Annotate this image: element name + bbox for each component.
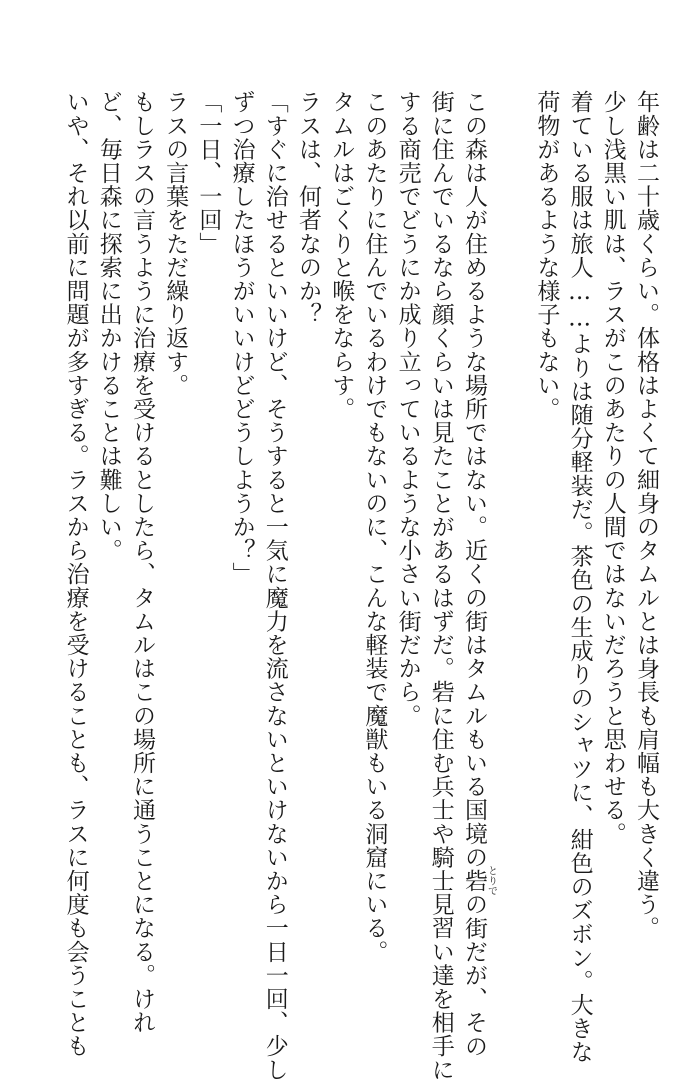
text-line-1: 年齢は二十歳くらい。体格はよくて細身のタムルとは身長も肩幅も大きく違う。 [633, 90, 659, 940]
text-line-16: ど、毎日森に探索に出かけることは難しい。 [95, 90, 122, 562]
text-line-8: このあたりに住んでいるわけでもないのに、こんな軽装で魔獣もいる洞窟にいる。 [361, 90, 388, 964]
toride-ruby [461, 865, 497, 896]
text-line-17: いや、それ以前に問題が多すぎる。ラスから治療を受けることも、ラスに何度も会うことも [62, 90, 89, 1058]
text-line-14: ラスの言葉をただ繰り返す。 [162, 90, 189, 397]
text-line-4: 荷物があるような様子もない。 [533, 90, 560, 421]
text-line-10: ラスは、何者なのか？ [294, 90, 321, 326]
blank-line [496, 90, 529, 980]
text-line-5-before: この森は人が住めるような場所ではない。近くの街はタムルもいる国境の [461, 90, 487, 869]
toride-reading: とりで [485, 865, 497, 896]
text-line-11: 「すぐに治せるといいけど、そうすると一気に魔力を流さないといけないから一日一回、少し [261, 90, 288, 1081]
toride-base: 砦 [461, 865, 487, 896]
text-line-2: 少し浅黒い肌は、ラスがこのあたりの人間ではないだろうと思わせる。 [599, 90, 626, 846]
text-line-12: ずつ治療したほうがいいけどどうしようか？」 [228, 90, 255, 586]
text-line-7: する商売でどうにか成り立っているような小さい街だから。 [394, 90, 421, 728]
text-line-5 [457, 90, 497, 1058]
text-line-13: 「一日、一回」 [195, 90, 222, 256]
text-line-15: もしラスの言うように治療を受けるとしたら、タムルはこの場所に通うことになる。けれ [128, 90, 155, 1034]
text-line-9: タムルはごくりと喉をならす。 [328, 90, 355, 421]
text-line-3: 着ている服は旅人……よりは随分軽装だ。茶色の生成りのシャツに、紺色のズボン。大きな [566, 90, 593, 1064]
vertical-text-body [58, 90, 662, 1081]
text-line-5-after: の街だが、その [461, 892, 487, 1058]
text-line-6: 街に住んでいるなら顔くらいは見たことがあるはずだ。砦に住む兵士や騎士見習い達を相手に [427, 90, 454, 1081]
